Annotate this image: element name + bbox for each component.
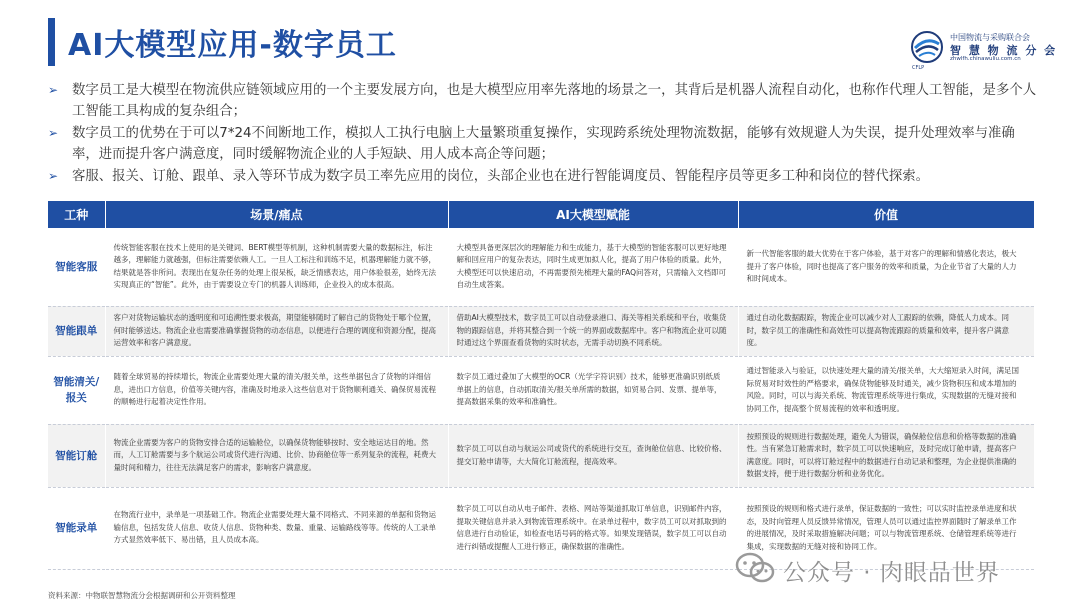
table-row bbox=[48, 306, 1034, 356]
header-value: 价值 bbox=[738, 201, 1034, 228]
cell-role: 智能清关/报关 bbox=[48, 356, 105, 424]
table-row bbox=[48, 356, 1034, 424]
source-note: 资料来源：中物联智慧物流分会根据调研和公开资料整理 bbox=[48, 591, 236, 600]
bullet-text: 数字员工是大模型在物流供应链领域应用的一个主要发展方向，也是大模型应用率先落地的场景之一，其背后是机器人流程自动化，也称作代理人工智能，是多个人工智能工具构成的复杂组合； bbox=[72, 83, 1037, 119]
cell-ai: 数字员工可以自动与航运公司或货代的系统进行交互，查询舱位信息、比较价格、提交订舱申请等，大大简化订舱流程，提高效率。 bbox=[448, 424, 738, 487]
bullet-item bbox=[48, 166, 1038, 187]
bullet-text: 数字员工的优势在于可以7*24不间断地工作，模拟人工执行电脑上大量繁琐重复操作，实现跨系统处理物流数据，能够有效规避人为失误，提升处理效率与准确率，进而提升客户满意度，同时缓解物流企业的人手短缺、用人成本高企等问题； bbox=[72, 126, 1015, 162]
cell-role: 智能订舱 bbox=[48, 424, 105, 487]
table-header-row bbox=[48, 201, 1034, 228]
cell-scene: 在物流行业中，录单是一项基础工作。物流企业需要处理大量不同格式、不同来源的单据和货物运输信息，包括发货人信息、收货人信息、货物种类、数量、重量、运输路线等等。传统的人工录单方式显然效率低下、易出错，且人员成本高。 bbox=[105, 487, 448, 569]
table-row bbox=[48, 424, 1034, 487]
cell-value: 按照预设的规则进行数据处理，避免人为错误，确保舱位信息和价格等数据的准确性。当有紧急订舱需求时，数字员工可以快速响应，及时完成订舱申请，提高客户满意度。同时，可以将订舱过程中的数据进行自动记录和整理，为企业提供准确的数据支持，便于进行数据分析和业务优化。 bbox=[738, 424, 1034, 487]
title-accent-bar bbox=[48, 18, 55, 66]
cflp-logo bbox=[910, 30, 1058, 71]
cell-value: 通过智能录入与验证，以快速处理大量的清关/报关单，大大缩短录入时间，满足国际贸易对时效性的严格要求，确保货物能够及时通关，减少货物积压和成本增加的风险。同时，可以与海关系统、物流管理系统等进行集成，实现数据的无缝对接和协同工作，提高整个贸易流程的效率和透明度。 bbox=[738, 356, 1034, 424]
cell-value: 通过自动化数据跟踪，物流企业可以减少对人工跟踪的依赖，降低人力成本。同时，数字员工的准确性和高效性可以提高物流跟踪的质量和效率，提升客户满意度。 bbox=[738, 306, 1034, 356]
bullet-text: 客服、报关、订舱、跟单、录入等环节成为数字员工率先应用的岗位，头部企业也在进行智能调度员、智能程序员等更多工种和岗位的替代探索。 bbox=[72, 169, 929, 184]
page-title: AI大模型应用-数字员工 bbox=[68, 28, 397, 63]
watermark-text: 公众号 · 肉眼品世界 bbox=[783, 560, 1000, 586]
logo-branch-name: 智 慧 物 流 分 会 bbox=[950, 44, 1058, 57]
cell-role: 智能跟单 bbox=[48, 306, 105, 356]
cell-scene: 随着全球贸易的持续增长，物流企业需要处理大量的清关/报关单，这些单据包含了货物的详细信息，进出口方信息，价值等关键内容，准确及时地录入这些信息对于货物顺利通关、确保贸易流程的顺畅进行起着决定性作用。 bbox=[105, 356, 448, 424]
cell-scene: 传统智能客服在技术上使用的是关键词、BERT模型等机制，这种机制需要大量的数据标注，标注越多，理解能力就越强，但标注需要依赖人工。一旦人工标注和训练不足，机器理解能力就不够，结果就是答非所问。表现出在复杂任务的处理上很呆板，缺乏情感表达，用户体验很差，始终无法实现真正的“智能”。此外，由于需要设立专门的机器人训练师，企业投入的成本很高。 bbox=[105, 228, 448, 306]
bullet-item bbox=[48, 123, 1038, 165]
wechat-icon bbox=[735, 552, 775, 584]
header-scene: 场景/痛点 bbox=[105, 201, 448, 228]
cell-role: 智能客服 bbox=[48, 228, 105, 306]
digital-worker-table bbox=[48, 201, 1035, 570]
cell-ai: 数字员工可以自动从电子邮件、表格、网站等渠道抓取订单信息，识别邮件内容，提取关键信息并录入到物流管理系统中。在录单过程中，数字员工可以对抓取到的信息进行自动验证，如检查电话号码的格式等。如果发现错误，数字员工可以自动进行纠错或提醒人工进行修正，确保数据的准确性。 bbox=[448, 487, 738, 569]
header-ai: AI大模型赋能 bbox=[448, 201, 738, 228]
bullet-list bbox=[48, 80, 1038, 188]
arrow-bullet-icon: ➢ bbox=[48, 126, 59, 140]
header-role: 工种 bbox=[48, 201, 105, 228]
logo-abbr: CFLP bbox=[912, 65, 925, 71]
table-row bbox=[48, 228, 1034, 306]
logo-url: zhwlfh.chinawuliu.com.cn bbox=[950, 56, 1021, 62]
cell-ai: 数字员工通过叠加了大模型的OCR（光学字符识别）技术，能够更准确识别纸质单据上的信息，自动抓取清关/报关单所需的数据，如贸易合同、发票、提单等，提高数据采集的效率和准确性。 bbox=[448, 356, 738, 424]
cell-scene: 客户对货物运输状态的透明度和可追溯性要求极高，期望能够随时了解自己的货物处于哪个位置，何时能够送达。物流企业也需要准确掌握货物的动态信息，以便进行合理的调度和资源分配，提高运营效率和客户满意度。 bbox=[105, 306, 448, 356]
cell-scene: 物流企业需要为客户的货物安排合适的运输舱位，以确保货物能够按时、安全地运达目的地。然而，人工订舱需要与多个航运公司或货代进行沟通、比价、协商舱位等一系列复杂的流程，耗费大量时间和精力，往往无法满足客户的需求，影响客户满意度。 bbox=[105, 424, 448, 487]
cell-role: 智能录单 bbox=[48, 487, 105, 569]
cell-ai: 借助AI大模型技术，数字员工可以自动登录港口、海关等相关系统和平台，收集货物的跟踪信息，并将其整合到一个统一的界面或数据库中。客户和物流企业可以随时通过这个界面查看货物的实时状态，无需手动切换不同系统。 bbox=[448, 306, 738, 356]
logo-org-name: 中国物流与采购联合会 bbox=[950, 33, 1030, 42]
arrow-bullet-icon: ➢ bbox=[48, 83, 59, 97]
arrow-bullet-icon: ➢ bbox=[48, 169, 59, 183]
cflp-logo-icon bbox=[910, 30, 944, 64]
cell-value: 新一代智能客服的最大优势在于客户体验，基于对客户的理解和情感化表达，极大提升了客户体验，同时也提高了客户服务的效率和质量，为企业节省了大量的人力和时间成本。 bbox=[738, 228, 1034, 306]
cell-ai: 大模型具备更深层次的理解能力和生成能力，基于大模型的智能客服可以更好地理解和回应用户的复杂表达，同时生成更加拟人化，提高了用户体验的质量。此外，大模型还可以快速启动，不再需要预先梳理大量的FAQ问答对，只需输入文档即可自动生成答案。 bbox=[448, 228, 738, 306]
cell-value: 按照预设的规则和格式进行录单，保证数据的一致性；可以实时监控录单进度和状态，及时向管理人员反馈异常情况，管理人员可以通过监控界面随时了解录单工作的进展情况，及时采取措施解决问题；可以与物流管理系统、仓储管理系统等进行集成，实现数据的无缝对接和协同工作。 bbox=[738, 487, 1034, 569]
wechat-watermark bbox=[735, 552, 1055, 586]
bullet-item bbox=[48, 80, 1038, 122]
